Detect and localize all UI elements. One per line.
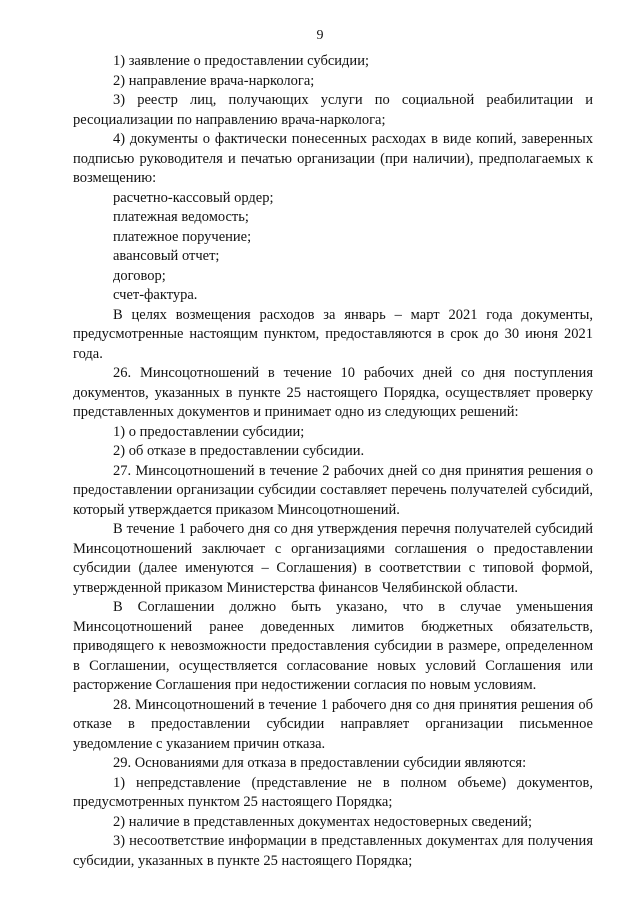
paragraph: 28. Минсоцотношений в течение 1 рабочего дня со дня принятия решения об отказе в предоставлении субсидии направляет организации письменное уведомление с указанием причин отказа.: [73, 696, 593, 752]
paragraph: 3) несоответствие информации в представленных документах для получения субсидии, указанных в пункте 25 настоящего Порядка;: [73, 833, 593, 869]
paragraph: 4) документы о фактически понесенных расходах в виде копий, заверенных подписью руководителя и печатью организации (при наличии), предполагаемых к возмещению:: [73, 131, 593, 186]
paragraph: В Соглашении должно быть указано, что в случае уменьшения Минсоцотношений ранее доведенных лимитов бюджетных обязательств, приводящего к невозможности предоставления субсидии в размере, определенном в Соглашении, осуществляется согласование новых условий Соглашения или расторжение Соглашения при недостижении согласия по новым условиям.: [73, 599, 593, 693]
paragraph: В течение 1 рабочего дня со дня утверждения перечня получателей субсидий Минсоцотношений заключает с организациями соглашения о предоставлении субсидии (далее именуются – Соглашения) в соответствии с типовой формой, утвержденной приказом Министерства финансов Челябинской области.: [73, 521, 593, 596]
paragraph: В целях возмещения расходов за январь – март 2021 года документы, предусмотренные настоящим пунктом, предоставляются в срок до 30 июня 2021 года.: [73, 306, 593, 362]
list-item: платежная ведомость;: [113, 209, 249, 225]
paragraph: 3) реестр лиц, получающих услуги по социальной реабилитации и ресоциализации по направлению врача-нарколога;: [73, 92, 593, 128]
paragraph: 29. Основаниями для отказа в предоставлении субсидии являются:: [113, 755, 527, 771]
list-item: договор;: [113, 267, 166, 284]
paragraph: 1) непредставление (представление не в полном объеме) документов, предусмотренных пунктом 25 настоящего Порядка;: [73, 774, 593, 810]
paragraph: 26. Минсоцотношений в течение 10 рабочих дней со дня поступления документов, указанных в пункте 25 настоящего Порядка, осуществляет проверку представленных документов и принимает одно из следующих решений:: [73, 365, 593, 420]
list-item: счет-фактура.: [113, 287, 198, 303]
list-item: авансовый отчет;: [113, 248, 220, 264]
paragraph: 27. Минсоцотношений в течение 2 рабочих дней со дня принятия решения о предоставлении организации субсидии составляет перечень получателей субсидий, который утверждается приказом Минсоцотношений.: [73, 462, 593, 518]
paragraph: 1) о предоставлении субсидии;: [113, 423, 305, 440]
list-item: расчетно-кассовый ордер;: [113, 189, 274, 206]
paragraph: 2) наличие в представленных документах недостоверных сведений;: [113, 813, 533, 830]
list-item: платежное поручение;: [113, 228, 252, 245]
paragraph: 2) направление врача-нарколога;: [113, 72, 315, 89]
paragraph: 2) об отказе в предоставлении субсидии.: [113, 443, 365, 459]
document-body: [73, 52, 593, 871]
paragraph: 1) заявление о предоставлении субсидии;: [113, 53, 369, 69]
page-number: 9: [316, 28, 324, 43]
